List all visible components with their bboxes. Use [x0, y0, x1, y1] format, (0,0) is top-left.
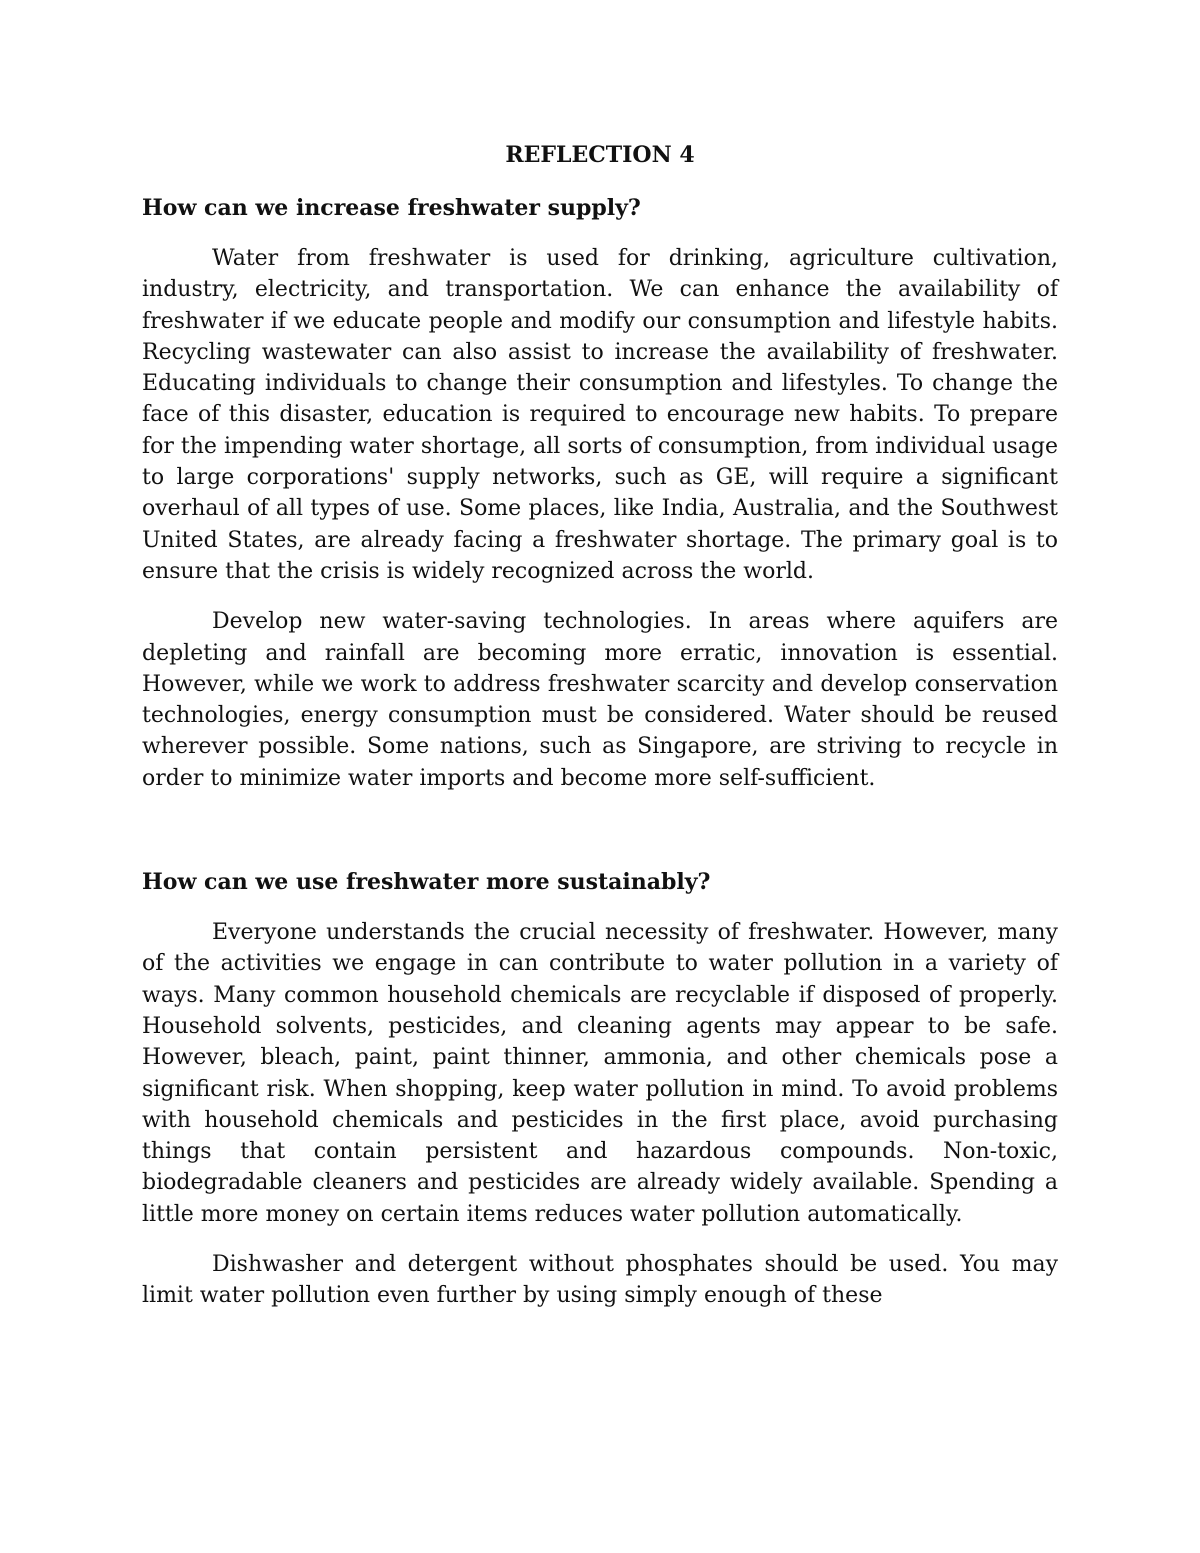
section-heading-supply: How can we increase freshwater supply? [142, 195, 641, 221]
section-heading-sustainability: How can we use freshwater more sustainably? [142, 869, 711, 896]
document-title: REFLECTION 4 [505, 142, 695, 168]
paragraph: Everyone understands the crucial necessity of freshwater. However, many of the activities we engage in can contribute to water pollution in a variety of ways. Many common household chemicals are recyclable if disposed of properly. Household solvents, pesticides, and cleaning agents may appear to be safe. However, bleach, paint, paint thinner, ammonia, and other chemicals pose a significant risk. When shopping, keep water pollution in mind. To avoid problems with household chemicals and pesticides in the first place, avoid purchasing things that contain persistent and hazardous compounds. Non-toxic, biodegradable cleaners and pesticides are already widely available. Spending a little more money on certain items reduces water pollution automatically. [142, 920, 1058, 1227]
document-content [142, 140, 1058, 1331]
section-spacer [142, 813, 1058, 867]
paragraph: Dishwasher and detergent without phosphates should be used. You may limit water pollution even further by using simply enough of these [142, 1252, 1058, 1309]
paragraph: Develop new water-saving technologies. In areas where aquifers are depleting and rainfall are becoming more erratic, innovation is essential. However, while we work to address freshwater scarcity and develop conservation technologies, energy consumption must be considered. Water should be reused wherever possible. Some nations, such as Singapore, are striving to recycle in order to minimize water imports and become more self-sufficient. [142, 609, 1058, 791]
paragraph: Water from freshwater is used for drinking, agriculture cultivation, industry, electricity, and transportation. We can enhance the availability of freshwater if we educate people and modify our consumption and lifestyle habits. Recycling wastewater can also assist to increase the availability of freshwater. Educating individuals to change their consumption and lifestyles. To change the face of this disaster, education is required to encourage new habits. To prepare for the impending water shortage, all sorts of consumption, from individual usage to large corporations' supply networks, such as GE, will require a significant overhaul of all types of use. Some places, like India, Australia, and the Southwest United States, are already facing a freshwater shortage. The primary goal is to ensure that the crisis is widely recognized across the world. [142, 246, 1058, 584]
